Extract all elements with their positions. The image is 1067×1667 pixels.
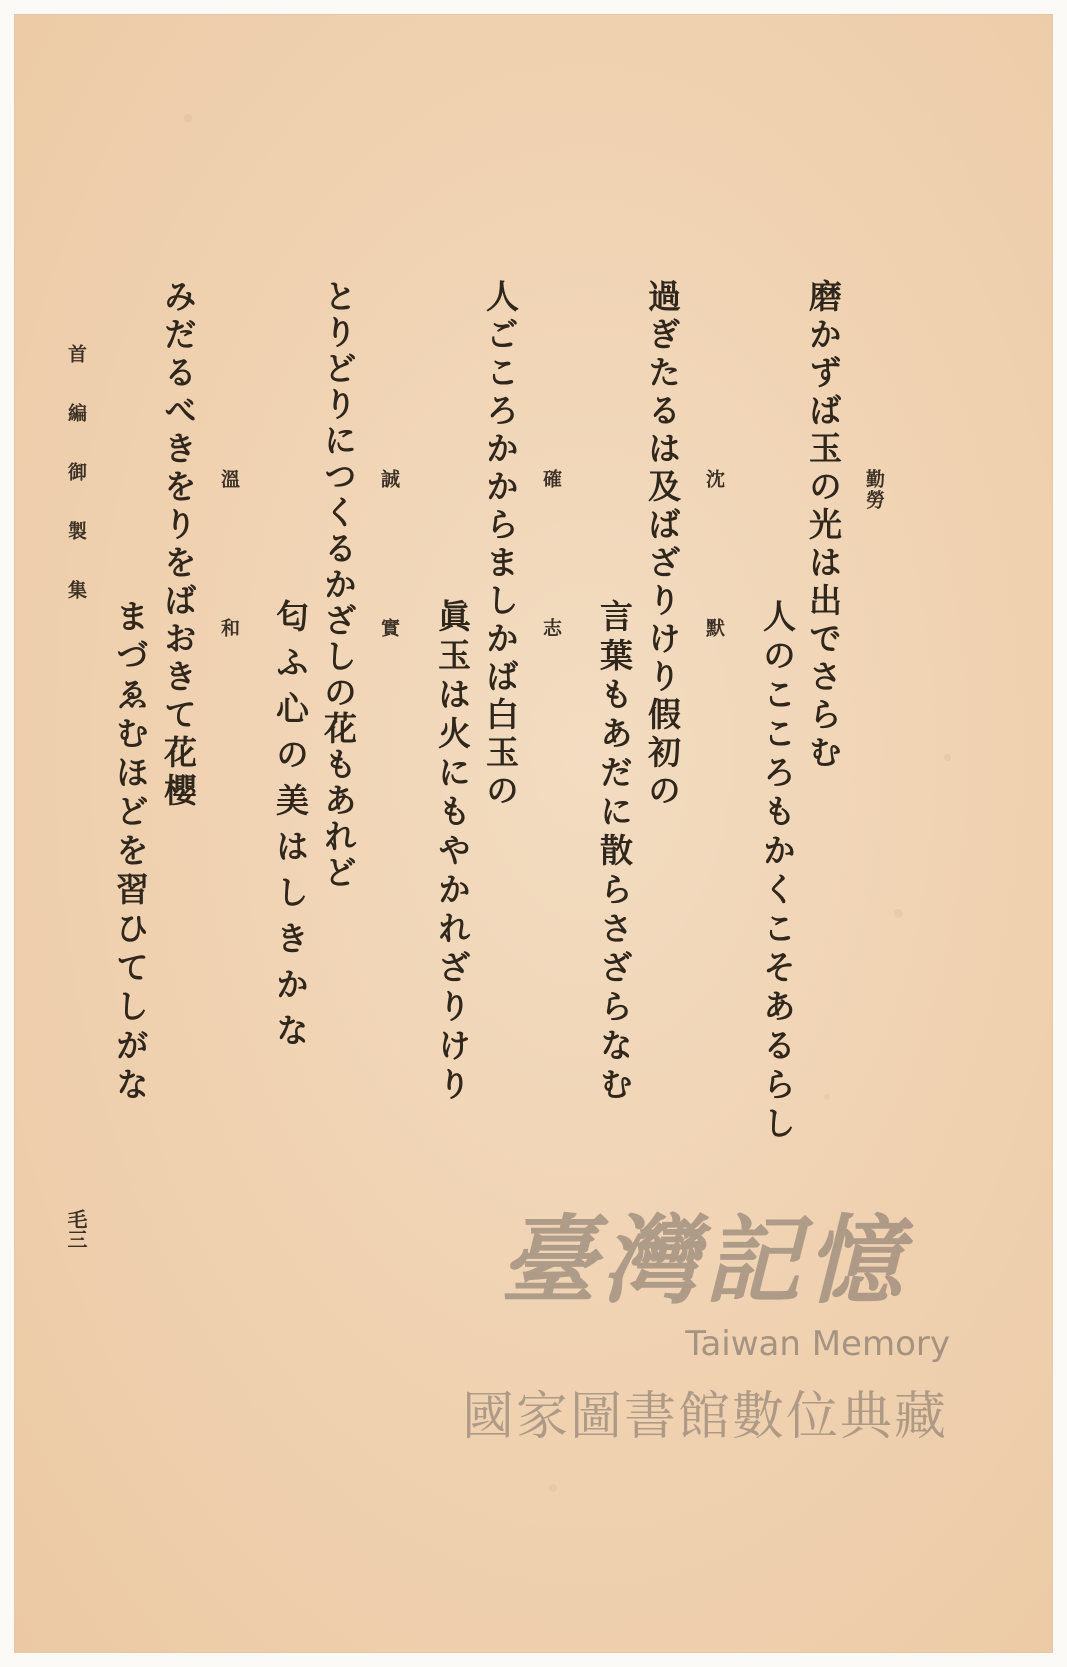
poem-title [704, 469, 723, 767]
poem-line: まづゑむほどを習ひてしがな [111, 599, 150, 1106]
poem-title-text: 沈默 [703, 469, 725, 767]
poem-title [219, 469, 238, 767]
poem-line: 言葉もあだに散らさざらなむ [595, 599, 634, 1106]
poem-title [864, 469, 883, 511]
paper-stain [894, 909, 903, 918]
watermark-chinese: 國家圖書館數位典藏 [462, 1387, 949, 1447]
paper-stain [944, 754, 951, 761]
poem-title-text: 溫和 [218, 469, 240, 767]
running-title: 首編御製集 [65, 344, 87, 639]
poem-line: 人ごころかからましかば白玉の [481, 279, 520, 811]
poem-line: 匂ふ心の美はしきかな [271, 599, 310, 1059]
poem-title-text: 誠實 [378, 469, 400, 767]
poem-line: 磨かずば玉の光は出でさらむ [804, 279, 843, 773]
poem-title-text: 勤勞 [863, 469, 885, 511]
poem-line: 人のこころもかくこそあるらし [758, 599, 797, 1145]
poem-title-text: 確志 [540, 469, 562, 767]
poem-line: 眞玉は火にもやかれざりけり [433, 599, 472, 1106]
watermark [444, 1196, 964, 1456]
watermark-english: Taiwan Memory [685, 1324, 950, 1364]
paper-stain [824, 1094, 830, 1100]
poem-line: 過ぎたるは及ばざりけり假初の [643, 279, 682, 811]
watermark-logo: 臺灣記憶 [500, 1204, 908, 1317]
paper-stain [184, 114, 192, 122]
page-number: 毛三 [64, 1209, 88, 1249]
poem-title [541, 469, 560, 767]
poem-line: みだるべきをりをばおきて花櫻 [159, 279, 198, 811]
paper-stain [549, 1484, 557, 1492]
poem-title [379, 469, 398, 767]
book-page [14, 14, 1053, 1653]
poem-line: とりどりにつくるかざしの花もあれど [319, 279, 358, 891]
